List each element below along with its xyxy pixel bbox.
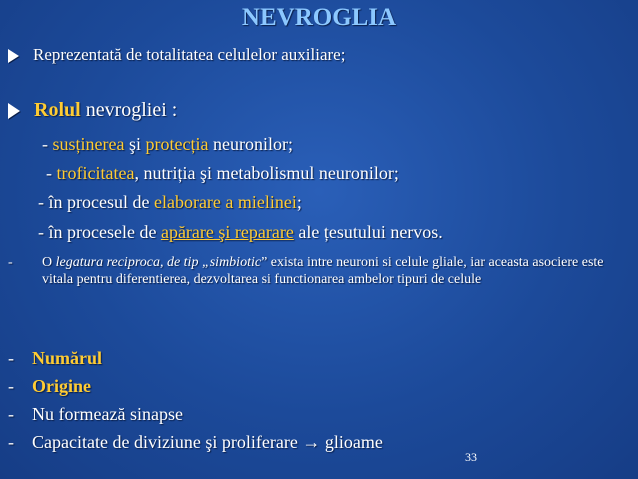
end: ale țesutului nervos. — [293, 222, 443, 242]
list-item — [8, 404, 183, 425]
arrow-bullet-icon — [8, 49, 19, 63]
end: , nutriția şi metabolismul neuronilor; — [134, 163, 399, 183]
list-text-sinapse: Nu formează sinapse — [32, 404, 183, 424]
prefix: - în procesul de — [38, 192, 154, 212]
line-trofic — [46, 163, 399, 184]
list-item — [8, 376, 91, 397]
prefix: - — [42, 134, 53, 154]
note-p1: O — [42, 255, 56, 270]
highlight-aparare: apărare şi reparare — [160, 222, 294, 242]
end: neuronilor; — [208, 134, 293, 154]
highlight-troficitatea: troficitatea — [56, 163, 135, 183]
line-aparare — [38, 222, 443, 243]
list-item — [8, 348, 102, 369]
line-text: Reprezentată de totalitatea celulelor auxiliare; — [33, 45, 346, 64]
note-paragraph — [42, 254, 627, 288]
prefix: - — [46, 163, 57, 183]
highlight-mielina: elaborare a mielinei — [153, 192, 297, 212]
list-dash: - — [8, 348, 14, 368]
line-mielina — [38, 192, 302, 213]
highlight-protectia: protecția — [145, 134, 209, 154]
arrow-bullet-icon — [8, 103, 20, 119]
list-dash: - — [8, 432, 14, 452]
bullet-line-reprezentata — [8, 45, 345, 65]
mid: şi — [124, 134, 146, 154]
list-text-origine: Origine — [32, 376, 91, 396]
slide-title: NEVROGLIA — [241, 4, 397, 31]
list-text-diviziune: Capacitate de diviziune şi proliferare → glioame — [32, 432, 383, 452]
list-dash: - — [8, 376, 14, 396]
end: ; — [296, 192, 302, 212]
note-dash: - — [8, 255, 13, 270]
note-p2: ” exista intre neuroni si celule gliale, iar aceasta asociere este vitala pentru diferentierea, dezvoltarea si functionarea ambelor tipuri de celule — [42, 255, 604, 287]
list-item — [8, 432, 383, 453]
highlight-sustinerea: susținerea — [52, 134, 125, 154]
list-dash: - — [8, 404, 14, 424]
note-italic: legatura reciproca, de tip „simbiotic — [55, 255, 262, 270]
line-sustinere — [42, 134, 293, 155]
list-text-numarul: Numărul — [32, 348, 103, 368]
rolul-rest: nevrogliei : — [80, 99, 178, 121]
bullet-line-rolul — [8, 99, 177, 122]
rolul-label: Rolul — [34, 99, 81, 121]
page-number: 33 — [465, 450, 477, 464]
prefix: - în procesele de — [38, 222, 161, 242]
